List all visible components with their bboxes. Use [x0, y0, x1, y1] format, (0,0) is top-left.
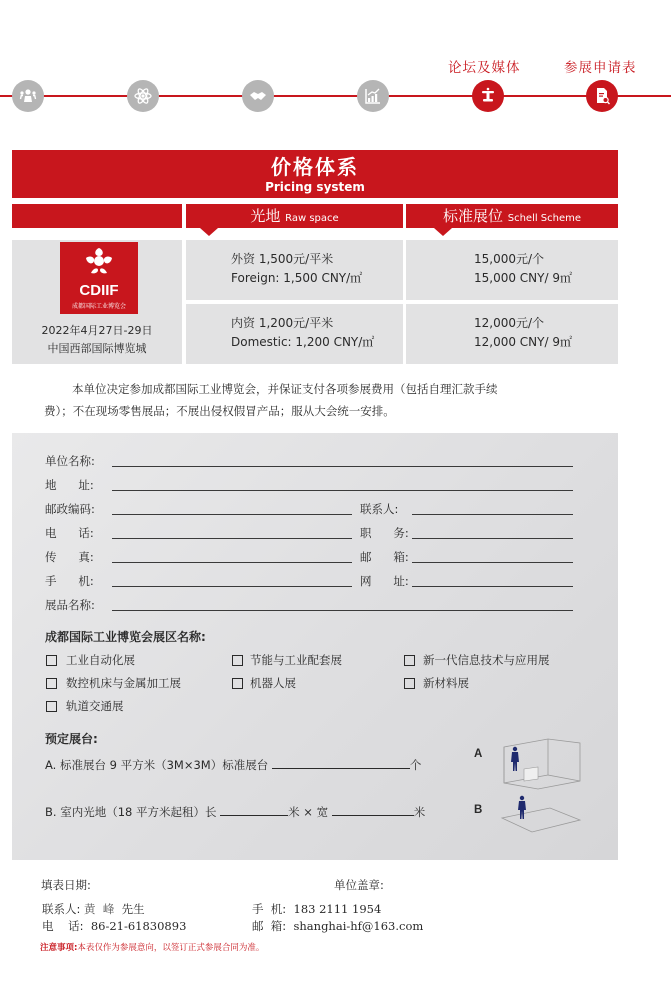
position-field[interactable]: [412, 538, 573, 539]
zone-checkbox-materials[interactable]: [404, 678, 415, 689]
price-domestic-standard: [406, 304, 618, 364]
booth-a-letter: A: [474, 748, 483, 760]
website-label: 网 址:: [360, 574, 409, 588]
products-field[interactable]: [112, 610, 573, 611]
price-domestic-raw-en: Domestic: 1,200 CNY/㎡: [231, 335, 375, 349]
expo-logo-subtitle: 成都国际工业博览会: [71, 303, 126, 310]
booth-b-letter: B: [474, 804, 483, 816]
website-field[interactable]: [412, 586, 573, 587]
pricing-col-blank: [12, 204, 182, 228]
phone-field[interactable]: [112, 538, 352, 539]
footer-contact-row: [42, 901, 145, 917]
raw-space-pointer: [200, 228, 218, 236]
zone-label-rail: 轨道交通展: [66, 699, 124, 713]
seal-label: 单位盖章:: [334, 878, 384, 892]
booth-a-quantity-field[interactable]: [272, 757, 410, 769]
price-foreign-raw: [186, 240, 403, 300]
mobile-field[interactable]: [112, 586, 352, 587]
booth-b-unit: 米: [413, 805, 426, 819]
postcode-label: 邮政编码:: [45, 502, 95, 516]
booth-title: 预定展台:: [45, 732, 98, 746]
atom-icon: [133, 86, 153, 106]
expo-flower-icon: [82, 246, 116, 276]
raw-space-label-zh: 光地: [250, 207, 281, 225]
nav-node-cooperation[interactable]: [242, 80, 274, 112]
booth-a-label: A. 标准展台 9 平方米（3M×3M）标准展台: [45, 758, 269, 772]
podium-icon: [478, 86, 498, 106]
standard-booth-label-zh: 标准展位: [442, 207, 503, 225]
statement-line-2: 费）；不在现场零售展品；不展出侵权假冒产品；服从大会统一安排。: [44, 404, 395, 418]
standard-booth-pointer: [434, 228, 452, 236]
footer-phone-label: 电 话:: [42, 919, 84, 933]
price-domestic-raw-zh: 内资 1,200元/平米: [231, 316, 334, 330]
booth-b-width-field[interactable]: [332, 804, 414, 816]
zone-checkbox-it[interactable]: [404, 655, 415, 666]
footer-email-label: 邮 箱:: [252, 919, 287, 933]
zone-label-cnc: 数控机床与金属加工展: [66, 676, 181, 690]
footer-mobile-label: 手 机:: [252, 902, 287, 916]
price-foreign-standard-en: 15,000 CNY/ 9㎡: [474, 271, 572, 285]
footer-note: [40, 941, 264, 953]
footer-email-row: [252, 918, 423, 934]
nav-label-application[interactable]: 参展申请表: [564, 60, 637, 76]
expo-logo-brand: CDIIF: [79, 282, 119, 299]
footer-note-text: 本表仅作为参展意向，以签订正式参展合同为准。: [77, 943, 265, 953]
address-field[interactable]: [112, 490, 573, 491]
booth-b-length-field[interactable]: [220, 804, 288, 816]
zone-label-robot: 机器人展: [250, 676, 296, 690]
price-foreign-raw-en: Foreign: 1,500 CNY/㎡: [231, 271, 363, 285]
footer-mobile-value: 183 2111 1954: [293, 902, 382, 916]
position-label: 职 务:: [360, 526, 409, 540]
fill-date-label: 填表日期:: [41, 878, 91, 892]
nav-node-people[interactable]: [12, 80, 44, 112]
zone-checkbox-rail[interactable]: [46, 701, 57, 712]
footer-phone-row: [42, 918, 186, 934]
zone-label-materials: 新材料展: [423, 676, 469, 690]
company-name-field[interactable]: [112, 466, 573, 467]
mobile-label: 手 机:: [45, 574, 94, 588]
raw-space-label-en: Raw space: [285, 213, 339, 224]
email-field[interactable]: [412, 562, 573, 563]
booth-a-row: [45, 757, 421, 773]
handshake-icon: [248, 86, 268, 106]
booth-b-row: [45, 804, 425, 820]
footer-email-value[interactable]: shanghai-hf@163.com: [293, 919, 424, 933]
pricing-col-raw-space: [186, 204, 403, 228]
price-domestic-standard-zh: 12,000元/个: [474, 316, 545, 330]
form-search-icon: [592, 86, 612, 106]
price-foreign-standard-zh: 15,000元/个: [474, 252, 545, 266]
zone-checkbox-robot[interactable]: [232, 678, 243, 689]
nav-node-technology[interactable]: [127, 80, 159, 112]
nav-node-growth[interactable]: [357, 80, 389, 112]
standard-booth-label-en: Schell Scheme: [507, 213, 582, 224]
footer-contact-label: 联系人:: [42, 902, 81, 916]
zone-checkbox-cnc[interactable]: [46, 678, 57, 689]
fax-label: 传 真:: [45, 550, 94, 564]
expo-venue: 中国西部国际博览城: [47, 342, 147, 355]
email-label: 邮 箱:: [360, 550, 409, 564]
nav-node-forum[interactable]: [472, 80, 504, 112]
booth-a-unit: 个: [409, 758, 422, 772]
nav-label-forum[interactable]: 论坛及媒体: [448, 60, 521, 76]
growth-chart-icon: [363, 86, 383, 106]
address-label: 地 址:: [45, 478, 94, 492]
zone-label-energy: 节能与工业配套展: [250, 653, 342, 667]
nav-line: [0, 95, 671, 97]
footer-note-label: 注意事项:: [40, 943, 78, 953]
pricing-title-en: Pricing system: [265, 180, 365, 194]
footer-contact-name: 黄 峰: [84, 902, 115, 916]
zone-label-automation: 工业自动化展: [66, 653, 135, 667]
pricing-title-zh: 价格体系: [271, 155, 359, 179]
zone-checkbox-energy[interactable]: [232, 655, 243, 666]
footer-mobile-row: [252, 901, 381, 917]
expo-logo-cell: [12, 240, 182, 364]
price-foreign-raw-zh: 外资 1,500元/平米: [231, 252, 334, 266]
nav-node-application[interactable]: [586, 80, 618, 112]
expo-date: 2022年4月27日-29日: [41, 324, 153, 337]
standard-booth-illustration: [498, 733, 584, 793]
phone-label: 电 话:: [45, 526, 94, 540]
zone-checkbox-automation[interactable]: [46, 655, 57, 666]
products-label: 展品名称:: [45, 598, 95, 612]
booth-b-mid: 米 × 宽: [288, 805, 329, 819]
postcode-field[interactable]: [112, 514, 352, 515]
fax-field[interactable]: [112, 562, 352, 563]
booth-b-label: B. 室内光地（18 平方米起租）长: [45, 805, 217, 819]
raw-space-illustration: [500, 792, 584, 836]
pricing-title-banner: [12, 150, 618, 198]
pricing-col-standard-booth: [406, 204, 618, 228]
footer-phone-value: 86-21-61830893: [90, 919, 187, 933]
zone-label-it: 新一代信息技术与应用展: [423, 653, 550, 667]
footer-contact-title: 先生: [121, 902, 145, 916]
contact-person-field[interactable]: [412, 514, 573, 515]
price-domestic-raw: [186, 304, 403, 364]
contact-person-label: 联系人:: [360, 502, 399, 516]
people-icon: [18, 86, 38, 106]
statement-line-1: 本单位决定参加成都国际工业博览会，并保证支付各项参展费用（包括自理汇款手续: [72, 382, 498, 396]
price-domestic-standard-en: 12,000 CNY/ 9㎡: [474, 335, 572, 349]
expo-logo: [60, 242, 138, 314]
price-foreign-standard: [406, 240, 618, 300]
zones-title: 成都国际工业博览会展区名称:: [45, 630, 206, 644]
company-name-label: 单位名称:: [45, 454, 95, 468]
